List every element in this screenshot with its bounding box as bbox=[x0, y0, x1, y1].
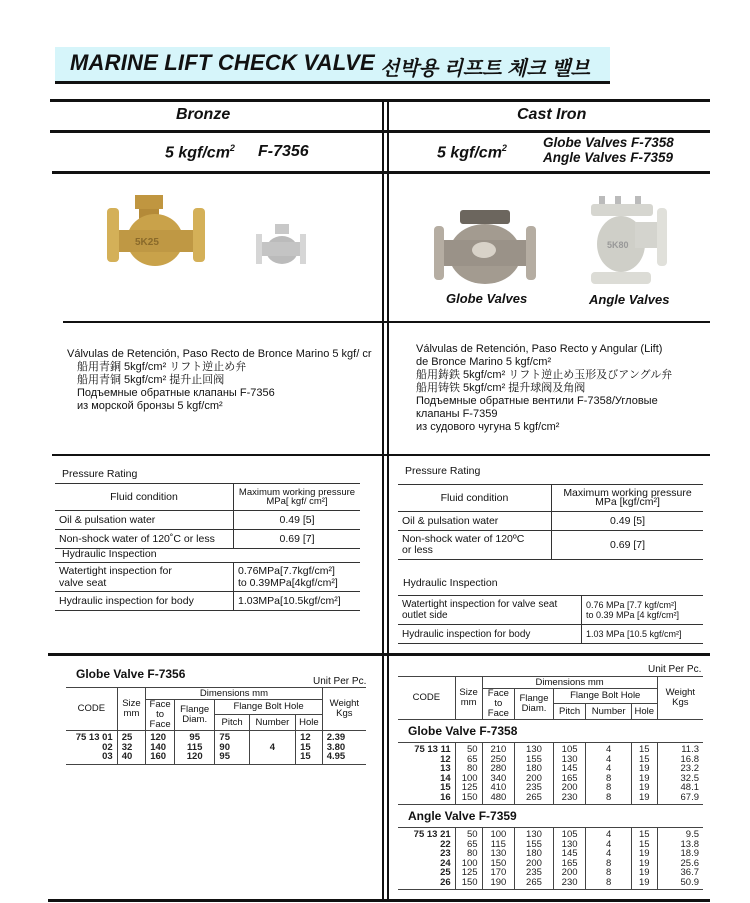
flange-cell: 200 bbox=[515, 774, 554, 784]
hole-cell: 15 bbox=[631, 830, 657, 840]
code-cell: 25 bbox=[440, 867, 451, 878]
condition-line: Non-shock water of 120ºC bbox=[402, 533, 525, 545]
flange-cell: 130 bbox=[515, 830, 554, 840]
bronze-pressure-rating-title: Pressure Rating bbox=[62, 468, 138, 480]
condition-cell bbox=[398, 531, 552, 560]
code-header: CODE bbox=[66, 688, 117, 731]
condition-line: Watertight inspection for valve seat bbox=[402, 599, 558, 610]
description-line: Подъемные обратные вентили F-7358/Угловые bbox=[416, 395, 658, 407]
dimensions-header: Dimensions mm bbox=[482, 677, 657, 689]
bronze-spec-title: Globe Valve F-7356 bbox=[76, 667, 186, 681]
size-cell: 100 bbox=[455, 774, 482, 784]
value-cell bbox=[582, 596, 704, 625]
table-header bbox=[55, 484, 360, 511]
condition-cell: Oil & pulsation water bbox=[55, 511, 234, 530]
hole-cell: 19 bbox=[631, 849, 657, 859]
max-pressure-header bbox=[234, 484, 361, 511]
size-cell: 150 bbox=[455, 878, 482, 888]
code-cell: 26 bbox=[440, 876, 451, 888]
hole-cell: 15 bbox=[631, 745, 657, 755]
pitch-header: Pitch bbox=[553, 704, 586, 720]
pitch-cell: 90 bbox=[215, 743, 249, 753]
size-header-l2: mm bbox=[460, 697, 477, 708]
face-header-l3: Face bbox=[487, 708, 509, 719]
number-header: Number bbox=[249, 715, 295, 731]
size-cell: 80 bbox=[455, 849, 482, 859]
description-line: из морской бронзы 5 kgf/cm² bbox=[77, 400, 223, 412]
face-cell: 410 bbox=[482, 783, 515, 793]
weight-header-l2: Kgs bbox=[672, 697, 689, 708]
value-cell: 1.03 MPa [10.5 kgf/cm²] bbox=[582, 625, 704, 644]
bronze-pressure-table bbox=[55, 483, 360, 549]
table-row bbox=[398, 878, 703, 888]
table-row bbox=[398, 625, 703, 644]
code-cell: 23 bbox=[440, 848, 451, 859]
face-cell: 100 bbox=[482, 830, 515, 840]
weight-header-l1: Weight bbox=[665, 687, 696, 698]
size-header-l1: Size bbox=[122, 698, 141, 709]
weight-cell: 50.9 bbox=[657, 878, 703, 888]
flange-header-l2: Diam. bbox=[521, 703, 547, 714]
weight-cell: 36.7 bbox=[657, 868, 703, 878]
cast-iron-globe-model: Globe Valves F-7358 bbox=[543, 135, 674, 150]
description-line: 船用青銅 5kgf/cm² リフト逆止め弁 bbox=[77, 361, 247, 373]
table-row bbox=[398, 793, 703, 803]
pitch-cell: 105 bbox=[553, 745, 586, 755]
value-line: 0.76 MPa [7.7 kgf/cm²] bbox=[586, 600, 677, 610]
size-cell: 25 bbox=[117, 733, 146, 743]
code-cell: 75 13 11 bbox=[414, 744, 451, 755]
code-cell: 75 13 01 bbox=[75, 732, 113, 743]
fluid-condition-header: Fluid condition bbox=[55, 484, 234, 511]
number-cell bbox=[249, 752, 295, 762]
face-header-l1: Face bbox=[149, 699, 171, 710]
angle-valve-image bbox=[585, 192, 675, 292]
description-line: 船用铸铁 5kgf/cm² 提升球阀及角阀 bbox=[416, 382, 586, 394]
size-cell: 32 bbox=[117, 743, 146, 753]
weight-cell: 48.1 bbox=[657, 783, 703, 793]
face-cell: 150 bbox=[482, 859, 515, 869]
weight-cell: 67.9 bbox=[657, 793, 703, 803]
max-pressure-header-l2: MPa [kgf/cm²] bbox=[595, 496, 660, 508]
size-header-l2: mm bbox=[123, 708, 140, 719]
value-cell: 0.49 [5] bbox=[552, 512, 704, 531]
pitch-cell: 200 bbox=[553, 783, 586, 793]
code-cell: 24 bbox=[440, 857, 451, 869]
bronze-unit-label: Unit Per Pc. bbox=[313, 676, 367, 687]
face-header bbox=[146, 700, 175, 731]
divider bbox=[48, 899, 710, 902]
size-header bbox=[117, 688, 146, 731]
divider bbox=[52, 454, 710, 456]
table-row bbox=[66, 752, 366, 762]
max-pressure-header-l1: Maximum working pressure bbox=[563, 486, 692, 499]
code-cell: 14 bbox=[440, 772, 451, 784]
code-cell: 03 bbox=[102, 751, 113, 762]
svg-text:5K25: 5K25 bbox=[135, 237, 159, 248]
size-header bbox=[455, 677, 482, 720]
weight-cell: 2.39 bbox=[322, 733, 366, 743]
weight-cell: 16.8 bbox=[657, 755, 703, 765]
flange-cell: 180 bbox=[515, 764, 554, 774]
fluid-condition-header: Fluid condition bbox=[398, 485, 552, 512]
page-title: MARINE LIFT CHECK VALVE bbox=[70, 50, 375, 75]
pitch-cell: 145 bbox=[553, 764, 586, 774]
bronze-pressure bbox=[165, 143, 235, 162]
description-line: Válvulas de Retención, Paso Recto de Bronce Marino 5 kgf/ cr bbox=[67, 348, 372, 360]
divider bbox=[50, 99, 710, 102]
bronze-hydraulic-title: Hydraulic Inspection bbox=[62, 548, 157, 560]
hole-cell: 15 bbox=[296, 743, 323, 753]
max-pressure-header-l2: MPa[ kgf/ cm²] bbox=[266, 496, 328, 507]
globe-valve-image bbox=[432, 204, 538, 286]
hole-header: Hole bbox=[296, 715, 323, 731]
condition-cell: Hydraulic inspection for body bbox=[55, 592, 234, 611]
face-header-l2: to bbox=[494, 698, 503, 709]
size-cell: 100 bbox=[455, 859, 482, 869]
page-title-korean: 선박용 리프트 체크 밸브 bbox=[380, 58, 590, 80]
size-cell: 65 bbox=[455, 755, 482, 765]
face-cell: 340 bbox=[482, 774, 515, 784]
table-row bbox=[55, 592, 360, 611]
number-cell: 8 bbox=[586, 859, 632, 869]
flange-cell: 95 bbox=[174, 733, 214, 743]
number-cell: 4 bbox=[586, 849, 632, 859]
pitch-cell: 130 bbox=[553, 840, 586, 850]
code-cell: 12 bbox=[440, 753, 451, 765]
flange-cell: 130 bbox=[515, 745, 554, 755]
description-line: клапаны F-7359 bbox=[416, 408, 498, 420]
cast-iron-hydraulic-title: Hydraulic Inspection bbox=[403, 577, 498, 589]
face-header bbox=[482, 689, 515, 720]
description-line: Válvulas de Retención, Paso Recto y Angular (Lift) bbox=[416, 343, 663, 355]
cast-iron-unit-label: Unit Per Pc. bbox=[648, 664, 702, 675]
hole-cell: 15 bbox=[631, 840, 657, 850]
number-cell: 8 bbox=[586, 868, 632, 878]
bronze-spec-table bbox=[66, 687, 366, 765]
divider bbox=[52, 171, 710, 174]
table-row bbox=[398, 512, 703, 531]
hole-cell: 12 bbox=[296, 733, 323, 743]
face-cell: 480 bbox=[482, 793, 515, 803]
number-cell: 4 bbox=[586, 840, 632, 850]
cast-iron-spec-table bbox=[398, 676, 703, 890]
weight-cell: 23.2 bbox=[657, 764, 703, 774]
value-cell: 0.69 [7] bbox=[552, 531, 704, 560]
section-row bbox=[398, 720, 703, 743]
face-cell: 250 bbox=[482, 755, 515, 765]
bolt-hole-header: Flange Bolt Hole bbox=[215, 700, 322, 715]
number-cell: 4 bbox=[586, 745, 632, 755]
code-cell: 13 bbox=[440, 763, 451, 774]
hole-cell: 19 bbox=[631, 859, 657, 869]
weight-cell: 3.80 bbox=[322, 743, 366, 753]
flange-cell: 235 bbox=[515, 868, 554, 878]
pitch-header: Pitch bbox=[215, 715, 249, 731]
size-cell: 65 bbox=[455, 840, 482, 850]
weight-cell: 9.5 bbox=[657, 830, 703, 840]
cast-iron-pressure-sup: 2 bbox=[501, 143, 507, 153]
column-divider bbox=[387, 99, 389, 902]
flange-cell: 155 bbox=[515, 755, 554, 765]
size-cell: 80 bbox=[455, 764, 482, 774]
flange-header-l1: Flange bbox=[519, 693, 549, 704]
description-line: из судового чугуна 5 kgf/cm² bbox=[416, 421, 560, 433]
code-cell: 75 13 21 bbox=[413, 829, 451, 840]
table-row bbox=[55, 511, 360, 530]
size-cell: 150 bbox=[455, 793, 482, 803]
flange-cell: 180 bbox=[515, 849, 554, 859]
divider bbox=[50, 130, 710, 133]
condition-line: or less bbox=[402, 544, 433, 556]
column-divider bbox=[382, 99, 384, 902]
cast-iron-angle-model: Angle Valves F-7359 bbox=[543, 150, 674, 165]
number-cell: 8 bbox=[586, 774, 632, 784]
table-header bbox=[398, 485, 703, 512]
code-cell: 16 bbox=[440, 791, 451, 803]
face-cell: 130 bbox=[482, 849, 515, 859]
value-cell: 1.03MPa[10.5kgf/cm²] bbox=[234, 592, 361, 611]
flange-cell: 200 bbox=[515, 859, 554, 869]
max-pressure-header bbox=[552, 485, 704, 512]
hole-cell: 15 bbox=[631, 755, 657, 765]
face-cell: 140 bbox=[146, 743, 175, 753]
flange-header bbox=[174, 700, 214, 731]
pitch-cell: 200 bbox=[553, 868, 586, 878]
table-row bbox=[398, 531, 703, 560]
pitch-cell: 130 bbox=[553, 755, 586, 765]
face-cell: 170 bbox=[482, 868, 515, 878]
weight-header-l1: Weight bbox=[329, 698, 360, 709]
pitch-cell: 95 bbox=[215, 752, 249, 762]
dimensions-header: Dimensions mm bbox=[146, 688, 323, 700]
face-cell: 280 bbox=[482, 764, 515, 774]
face-header-l1: Face bbox=[487, 688, 509, 699]
condition-cell: Oil & pulsation water bbox=[398, 512, 552, 531]
table-row bbox=[55, 563, 360, 592]
value-line: to 0.39 MPa [4 kgf/cm²] bbox=[586, 610, 680, 620]
cast-iron-spec-body bbox=[398, 720, 703, 890]
number-cell: 8 bbox=[586, 878, 632, 888]
description-line: 船用鋳鉄 5kgf/cm² リフト逆止め玉形及びアングル弁 bbox=[416, 369, 673, 381]
code-cell: 22 bbox=[440, 838, 451, 850]
weight-cell: 4.95 bbox=[322, 752, 366, 762]
pitch-cell: 165 bbox=[553, 859, 586, 869]
number-cell: 4 bbox=[586, 830, 632, 840]
face-cell: 210 bbox=[482, 745, 515, 755]
condition-cell: Hydraulic inspection for body bbox=[398, 625, 582, 644]
condition-line: Watertight inspection for bbox=[59, 565, 172, 577]
max-pressure-header-l1: Maximum working pressure bbox=[238, 486, 356, 498]
flange-header-l1: Flange bbox=[180, 704, 210, 715]
pitch-cell: 75 bbox=[215, 733, 249, 743]
size-cell: 125 bbox=[455, 783, 482, 793]
cast-iron-description bbox=[416, 343, 706, 434]
value-line: 0.76MPa[7.7kgf/cm²] bbox=[238, 565, 335, 577]
number-cell: 8 bbox=[586, 783, 632, 793]
bronze-pressure-value: 5 kgf/cm bbox=[165, 144, 230, 162]
weight-header bbox=[322, 688, 366, 731]
weight-header bbox=[657, 677, 703, 720]
size-cell: 125 bbox=[455, 868, 482, 878]
bronze-heading: Bronze bbox=[176, 106, 231, 123]
globe-valves-caption: Globe Valves bbox=[446, 291, 528, 306]
code-cell: 02 bbox=[102, 741, 113, 753]
value-cell bbox=[234, 563, 361, 592]
bolt-hole-header: Flange Bolt Hole bbox=[553, 689, 657, 704]
bronze-description bbox=[67, 348, 379, 413]
pitch-cell: 105 bbox=[553, 830, 586, 840]
divider bbox=[48, 653, 710, 656]
face-header-l2: to bbox=[156, 709, 165, 720]
angle-valves-caption: Angle Valves bbox=[589, 292, 670, 307]
number-cell: 8 bbox=[586, 793, 632, 803]
hole-cell: 15 bbox=[296, 752, 323, 762]
hole-header: Hole bbox=[631, 704, 657, 720]
weight-header-l2: Kgs bbox=[336, 708, 353, 719]
spacer-cell bbox=[249, 762, 295, 765]
face-cell: 120 bbox=[146, 733, 175, 743]
section-title: Angle Valve F-7359 bbox=[398, 805, 703, 828]
flange-header bbox=[515, 689, 554, 720]
weight-cell: 11.3 bbox=[657, 745, 703, 755]
size-cell: 40 bbox=[117, 752, 146, 762]
flange-cell: 120 bbox=[174, 752, 214, 762]
value-line: to 0.39MPa[4kgf/cm²] bbox=[238, 577, 338, 589]
condition-cell bbox=[55, 563, 234, 592]
size-cell: 50 bbox=[455, 745, 482, 755]
flange-cell: 115 bbox=[174, 743, 214, 753]
number-cell: 4 bbox=[586, 764, 632, 774]
value-cell: 0.69 [7] bbox=[234, 530, 361, 549]
number-header: Number bbox=[586, 704, 632, 720]
weight-cell: 25.6 bbox=[657, 859, 703, 869]
pitch-cell: 230 bbox=[553, 793, 586, 803]
cast-iron-pressure bbox=[437, 143, 507, 162]
description-line: de Bronce Marino 5 kgf/cm² bbox=[416, 356, 552, 368]
section-row bbox=[398, 805, 703, 828]
bronze-model: F-7356 bbox=[258, 143, 309, 160]
weight-cell: 13.8 bbox=[657, 840, 703, 850]
face-cell: 190 bbox=[482, 878, 515, 888]
hole-cell: 19 bbox=[631, 878, 657, 888]
condition-cell bbox=[398, 596, 582, 625]
title-underline bbox=[55, 81, 610, 84]
hole-cell: 19 bbox=[631, 783, 657, 793]
flange-header-l2: Diam. bbox=[182, 714, 208, 725]
hole-cell: 19 bbox=[631, 774, 657, 784]
cast-iron-pressure-table bbox=[398, 484, 703, 560]
face-cell: 160 bbox=[146, 752, 175, 762]
cast-iron-pressure-value: 5 kgf/cm bbox=[437, 144, 502, 162]
description-line: Подъемные обратные клапаны F-7356 bbox=[77, 387, 275, 399]
hole-cell: 19 bbox=[631, 764, 657, 774]
size-header-l1: Size bbox=[459, 687, 478, 698]
bronze-valve-large-image bbox=[105, 190, 215, 280]
code-cell: 15 bbox=[440, 782, 451, 793]
pitch-cell: 145 bbox=[553, 849, 586, 859]
size-cell: 50 bbox=[455, 830, 482, 840]
flange-cell: 235 bbox=[515, 783, 554, 793]
table-row bbox=[398, 596, 703, 625]
cast-iron-pressure-rating-title: Pressure Rating bbox=[405, 465, 481, 477]
number-cell: 4 bbox=[249, 743, 295, 753]
code-header: CODE bbox=[398, 677, 455, 720]
bronze-spec-body bbox=[66, 731, 366, 765]
weight-cell: 32.5 bbox=[657, 774, 703, 784]
bronze-valve-small-image bbox=[255, 222, 307, 270]
flange-cell: 155 bbox=[515, 840, 554, 850]
pitch-cell: 165 bbox=[553, 774, 586, 784]
condition-cell: Non-shock water of 120˚C or less bbox=[55, 530, 234, 549]
number-cell: 4 bbox=[586, 755, 632, 765]
table-row bbox=[55, 530, 360, 549]
hole-cell: 19 bbox=[631, 868, 657, 878]
description-line: 船用青铜 5kgf/cm² 提升止回阀 bbox=[77, 374, 225, 386]
pitch-cell: 230 bbox=[553, 878, 586, 888]
bronze-hydraulic-table bbox=[55, 562, 360, 611]
weight-cell: 18.9 bbox=[657, 849, 703, 859]
svg-text:5K80: 5K80 bbox=[607, 240, 629, 250]
flange-cell: 265 bbox=[515, 878, 554, 888]
face-header-l3: Face bbox=[149, 719, 171, 730]
value-cell: 0.49 [5] bbox=[234, 511, 361, 530]
cast-iron-heading: Cast Iron bbox=[517, 106, 587, 123]
section-title: Globe Valve F-7358 bbox=[398, 720, 703, 743]
face-cell: 115 bbox=[482, 840, 515, 850]
bronze-pressure-sup: 2 bbox=[229, 143, 235, 153]
condition-line: valve seat bbox=[59, 577, 107, 589]
flange-cell: 265 bbox=[515, 793, 554, 803]
hole-cell: 19 bbox=[631, 793, 657, 803]
cast-iron-hydraulic-table bbox=[398, 595, 703, 644]
condition-line: outlet side bbox=[402, 610, 448, 621]
